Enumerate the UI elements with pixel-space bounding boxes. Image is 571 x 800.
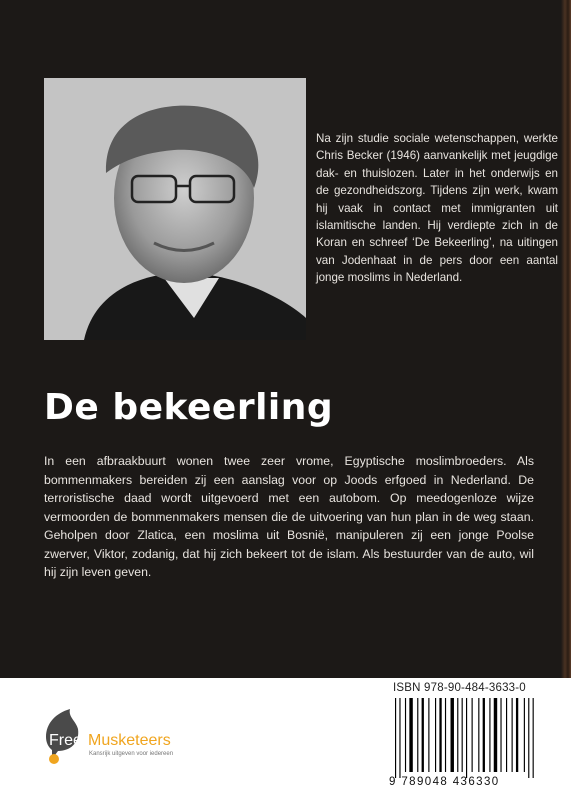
book-title: De bekeerling xyxy=(44,387,334,428)
barcode-block xyxy=(389,682,561,792)
publisher-name-free: Free xyxy=(49,732,82,749)
book-blurb: In een afbraakbuurt wonen twee zeer vrome, Egyptische moslimbroeders. Als bommenmakers bereiden zij een aanslag voor op Joods erfgoed in Nederland. De terroristische daad wordt uitgevoerd met een autobom. Op meedogenloze wijze vermoorden de bommenmakers mensen die de uitvoering van hun plan in de weg staan. Geholpen door Zlatica, een moslima uit Bosnië, manipuleren zij een jonge Poolse zwerver, Viktor, zodanig, dat hij zich bekeert tot de islam. Als bestuurder van de auto, wil hij zijn leven geven. xyxy=(44,454,534,579)
cover-edge xyxy=(561,0,571,678)
publisher-name-musketeers: Musketeers xyxy=(88,732,171,749)
barcode-icon xyxy=(395,698,557,778)
publisher-logo xyxy=(40,703,210,765)
barcode-digits: 9 789048 436330 xyxy=(389,776,500,788)
publisher-tagline: Kansrijk uitgeven voor iedereen xyxy=(89,751,174,757)
isbn-text: ISBN 978-90-484-3633-0 xyxy=(393,682,526,694)
author-bio: Na zijn studie sociale wetenschappen, werkte Chris Becker (1946) aanvankelijk met jeugdige dak- en thuislozen. Later in het onderwijs en de gezondheidszorg. Tijdens zijn werk, kwam hij vaak in contact met immigranten uit islamitische landen. Hij verdiepte zich in de Koran en schreef ‘De Bekeerling’, na uitingen van Jodenhaat in de pers door een aantal jonge moslims in Nederland. xyxy=(316,132,558,285)
author-photo xyxy=(44,78,306,340)
